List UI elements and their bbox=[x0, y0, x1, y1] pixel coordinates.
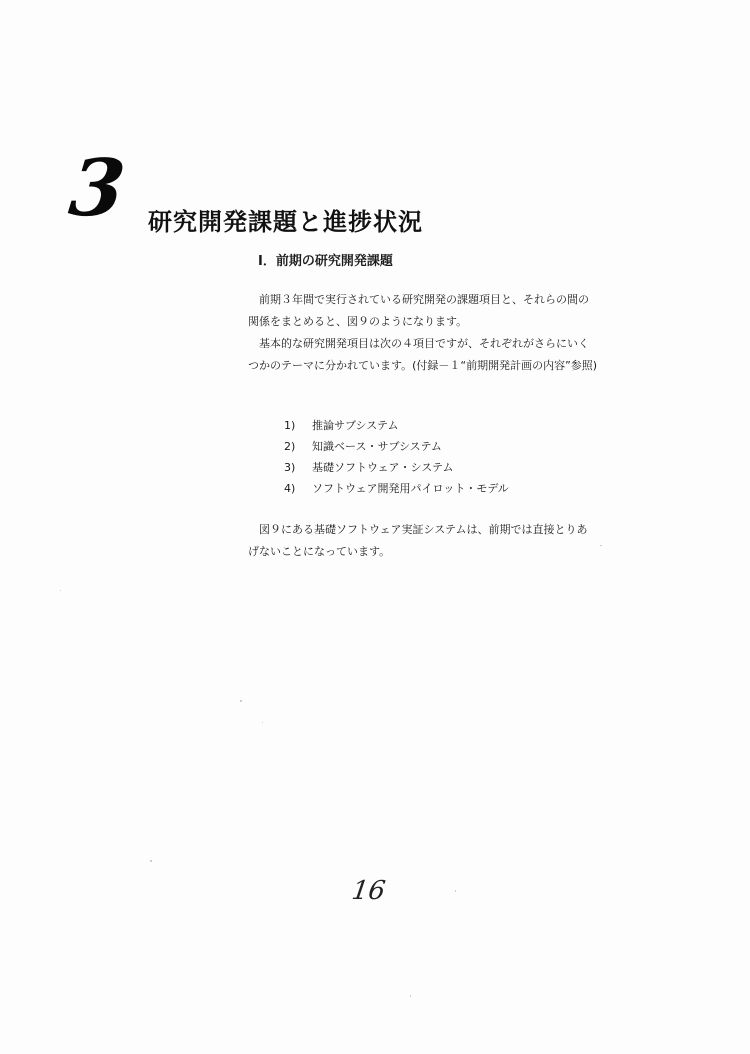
chapter-number: 3 bbox=[65, 143, 130, 234]
list-item-text: 基礎ソフトウェア・システム bbox=[312, 461, 454, 474]
paragraph-3: 図９にある基礎ソフトウェア実証システムは、前期では直接とりあげないことになっています。 bbox=[248, 523, 588, 558]
paragraph-1: 前期３年間で実行されている研究開発の課題項目と、それらの間の関係をまとめると、図９のようになります。 bbox=[248, 293, 589, 328]
list-item-number: 2) bbox=[284, 440, 296, 453]
list-item-number: 1) bbox=[284, 419, 296, 432]
paragraph-3-block bbox=[248, 519, 598, 563]
list-item bbox=[284, 457, 509, 478]
list-item-number: 4) bbox=[284, 482, 296, 495]
scan-speck bbox=[150, 860, 152, 862]
scan-speck bbox=[262, 722, 263, 723]
chapter-title: 研究開発課題と進捗状況 bbox=[148, 208, 423, 236]
list-item bbox=[284, 415, 509, 436]
list-item-text: ソフトウェア開発用パイロット・モデル bbox=[312, 482, 509, 495]
paragraph-1-block bbox=[248, 289, 598, 333]
list-item-text: 知識ベース・サブシステム bbox=[312, 440, 442, 453]
scan-speck bbox=[600, 545, 602, 546]
list-item-text: 推論サブシステム bbox=[312, 419, 399, 432]
page-number: 16 bbox=[349, 876, 388, 906]
list-item bbox=[284, 478, 509, 499]
section-heading: Ⅰ．前期の研究開発課題 bbox=[258, 254, 393, 269]
scan-speck bbox=[410, 995, 411, 997]
scan-speck bbox=[455, 890, 456, 892]
research-item-list bbox=[284, 415, 509, 499]
paragraph-2-block bbox=[248, 333, 598, 377]
paragraph-2: 基本的な研究開発項目は次の４項目ですが、それぞれがさらにいくつかのテーマに分かれています。(付録－１“前期開発計画の内容”参照) bbox=[248, 337, 598, 372]
list-item-number: 3) bbox=[284, 461, 296, 474]
list-item bbox=[284, 436, 509, 457]
scan-speck bbox=[60, 590, 61, 591]
scan-speck bbox=[240, 700, 242, 702]
